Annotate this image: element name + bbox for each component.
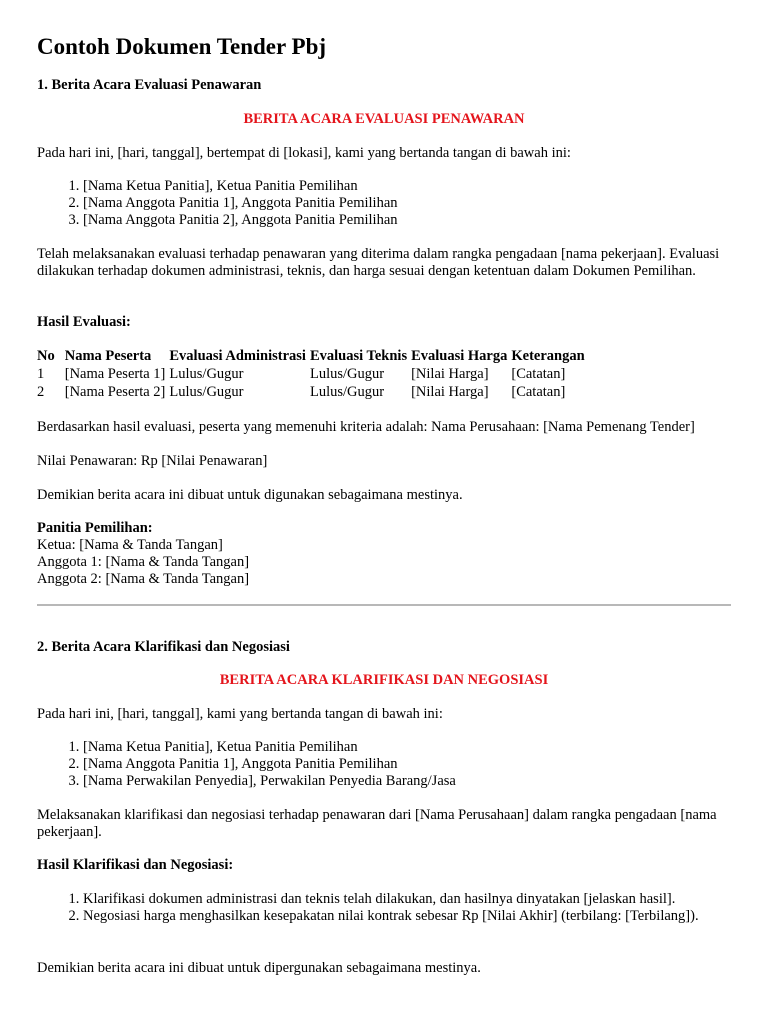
- section1-intro: Pada hari ini, [hari, tanggal], bertempat di [lokasi], kami yang bertanda tangan di bawah ini:: [37, 145, 571, 161]
- cell-evaluasi-administrasi: Lulus/Gugur: [169, 366, 244, 382]
- list-item: 3. [Nama Perwakilan Penyedia], Perwakilan Penyedia Barang/Jasa: [83, 773, 731, 790]
- evaluation-table: [37, 347, 589, 401]
- cell-evaluasi-harga: [Nilai Harga]: [411, 384, 489, 400]
- col-header-evaluasi-administrasi: Evaluasi Administrasi: [169, 348, 306, 364]
- col-header-nama-peserta: Nama Peserta: [64, 348, 152, 364]
- cell-nama-peserta: [Nama Peserta 1]: [64, 366, 166, 382]
- committee-heading: Panitia Pemilihan:: [37, 520, 153, 536]
- list-item: 3. [Nama Anggota Panitia 2], Anggota Panitia Pemilihan: [83, 212, 731, 229]
- section1-offer-value: Nilai Penawaran: Rp [Nilai Penawaran]: [37, 453, 268, 469]
- section1-heading: 1. Berita Acara Evaluasi Penawaran: [37, 77, 262, 93]
- signature-line: Anggota 1: [Nama & Tanda Tangan]: [37, 554, 250, 570]
- section1-title: BERITA ACARA EVALUASI PENAWARAN: [243, 111, 525, 127]
- section1-results-heading: Hasil Evaluasi:: [37, 314, 131, 330]
- committee-signatures: [37, 537, 731, 588]
- table-row: [37, 383, 589, 401]
- section2-members-list: [37, 739, 731, 790]
- cell-keterangan: [Catatan]: [511, 384, 566, 400]
- list-item: 2. [Nama Anggota Panitia 1], Anggota Panitia Pemilihan: [83, 195, 731, 212]
- cell-evaluasi-teknis: Lulus/Gugur: [309, 366, 385, 382]
- list-item: 1. Klarifikasi dokumen administrasi dan teknis telah dilakukan, dan hasilnya dinyatakan [jelaskan hasil].: [83, 891, 731, 908]
- section2-results-list: [37, 891, 731, 925]
- cell-no: 1: [37, 366, 45, 382]
- page-title: Contoh Dokumen Tender Pbj: [37, 34, 327, 59]
- evaluation-table-wrapper: [37, 347, 731, 401]
- section1-members-list: [37, 178, 731, 229]
- table-row: [37, 365, 589, 383]
- signature-line: Ketua: [Nama & Tanda Tangan]: [37, 537, 223, 553]
- section1-conclusion: Berdasarkan hasil evaluasi, peserta yang memenuhi kriteria adalah: Nama Perusahaan: [Nama Pemenang Tender]: [37, 419, 695, 435]
- section2-results-heading: Hasil Klarifikasi dan Negosiasi:: [37, 857, 234, 873]
- signature-line: Anggota 2: [Nama & Tanda Tangan]: [37, 571, 250, 587]
- col-header-evaluasi-harga: Evaluasi Harga: [411, 348, 508, 364]
- section2-heading: 2. Berita Acara Klarifikasi dan Negosiasi: [37, 639, 290, 655]
- list-item: 1. [Nama Ketua Panitia], Ketua Panitia Pemilihan: [83, 178, 731, 195]
- section1-paragraph: Telah melaksanakan evaluasi terhadap penawaran yang diterima dalam rangka pengadaan [nama pekerjaan]. Evaluasi dilakukan terhadap dokumen administrasi, teknis, dan harga sesuai dengan ketentuan dalam Dokumen Pemilihan.: [37, 246, 720, 279]
- col-header-no: No: [37, 348, 55, 364]
- cell-no: 2: [37, 384, 45, 400]
- section2-title: BERITA ACARA KLARIFIKASI DAN NEGOSIASI: [219, 672, 549, 688]
- section2-closing: Demikian berita acara ini dibuat untuk dipergunakan sebagaimana mestinya.: [37, 960, 481, 976]
- section2-intro: Pada hari ini, [hari, tanggal], kami yang bertanda tangan di bawah ini:: [37, 706, 443, 722]
- list-item: 2. Negosiasi harga menghasilkan kesepakatan nilai kontrak sebesar Rp [Nilai Akhir] (terbilang: [Terbilang]).: [83, 908, 731, 925]
- cell-evaluasi-administrasi: Lulus/Gugur: [169, 384, 244, 400]
- cell-evaluasi-harga: [Nilai Harga]: [411, 366, 489, 382]
- col-header-evaluasi-teknis: Evaluasi Teknis: [309, 348, 408, 364]
- section2-paragraph: Melaksanakan klarifikasi dan negosiasi terhadap penawaran dari [Nama Perusahaan] dalam rangka pengadaan [nama pekerjaan].: [37, 807, 717, 840]
- list-item: 1. [Nama Ketua Panitia], Ketua Panitia Pemilihan: [83, 739, 731, 756]
- cell-keterangan: [Catatan]: [511, 366, 566, 382]
- col-header-keterangan: Keterangan: [511, 348, 585, 364]
- table-header-row: [37, 347, 589, 365]
- cell-evaluasi-teknis: Lulus/Gugur: [309, 384, 385, 400]
- section-divider: [37, 604, 731, 606]
- list-item: 2. [Nama Anggota Panitia 1], Anggota Panitia Pemilihan: [83, 756, 731, 773]
- cell-nama-peserta: [Nama Peserta 2]: [64, 384, 166, 400]
- section1-closing: Demikian berita acara ini dibuat untuk digunakan sebagaimana mestinya.: [37, 487, 463, 503]
